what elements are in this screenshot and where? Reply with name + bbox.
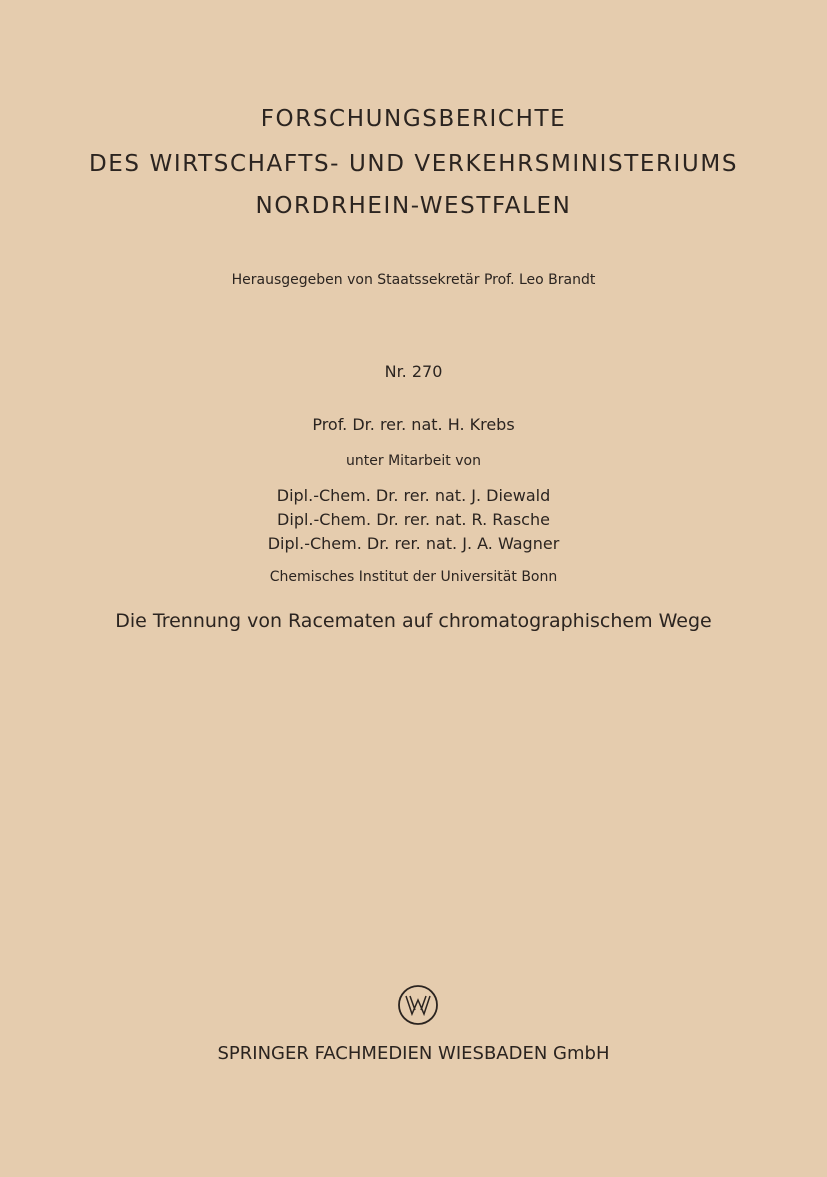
series-title-line-2: DES WIRTSCHAFTS- UND VERKEHRSMINISTERIUMS xyxy=(88,151,739,177)
series-title-line-3: NORDRHEIN-WESTFALEN xyxy=(255,193,572,219)
coauthor: Dipl.-Chem. Dr. rer. nat. J. Diewald xyxy=(276,486,551,505)
editor-line: Herausgegeben von Staatssekretär Prof. Leo Brandt xyxy=(231,272,596,288)
series-title-line-1: FORSCHUNGSBERICHTE xyxy=(260,106,567,132)
institute: Chemisches Institut der Universität Bonn xyxy=(269,569,558,585)
document-title: Die Trennung von Racematen auf chromatographischem Wege xyxy=(115,610,712,632)
coauthor: Dipl.-Chem. Dr. rer. nat. J. A. Wagner xyxy=(267,534,560,553)
coauthor: Dipl.-Chem. Dr. rer. nat. R. Rasche xyxy=(277,510,550,529)
springer-w-logo-icon xyxy=(397,984,439,1026)
author: Prof. Dr. rer. nat. H. Krebs xyxy=(312,415,515,434)
report-number: Nr. 270 xyxy=(384,362,443,381)
publisher: SPRINGER FACHMEDIEN WIESBADEN GmbH xyxy=(217,1043,610,1064)
collaboration-label: unter Mitarbeit von xyxy=(346,453,481,469)
